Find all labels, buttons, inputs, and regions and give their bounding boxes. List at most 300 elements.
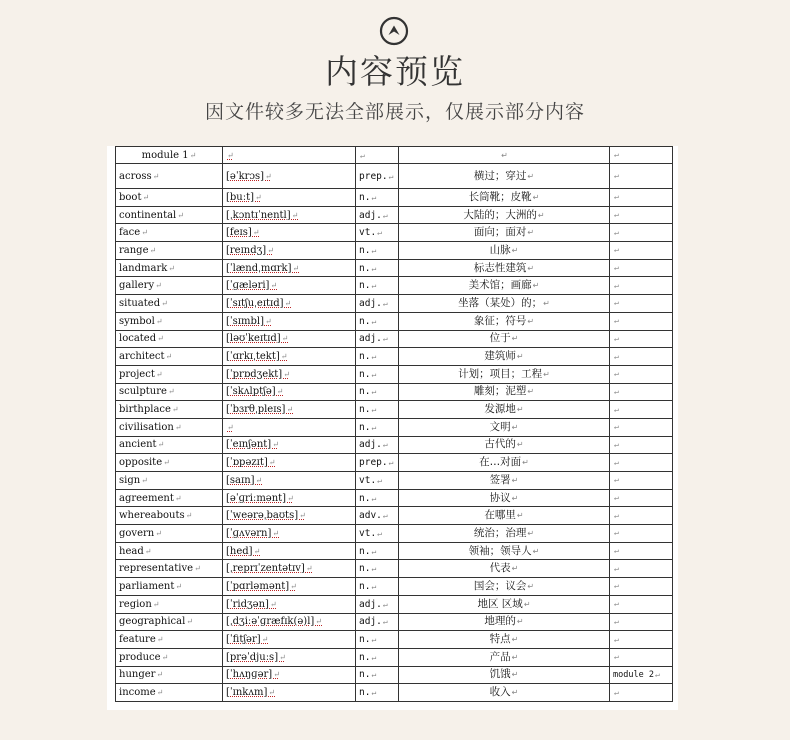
paragraph-mark: ↵ <box>614 369 619 379</box>
meaning-cell <box>399 631 610 649</box>
table-row <box>116 613 673 631</box>
meaning-cell <box>399 418 610 436</box>
paragraph-mark: ↵ <box>261 635 269 645</box>
meaning-cell-text: 地区 区域 <box>477 597 523 610</box>
paragraph-mark: ↵ <box>382 298 388 308</box>
word-cell-text: representative <box>119 563 194 575</box>
pos-cell <box>356 489 399 507</box>
pos-cell-text: adj. <box>359 598 382 610</box>
paragraph-mark: ↵ <box>532 281 540 291</box>
paragraph-mark: ↵ <box>527 387 535 397</box>
meaning-cell-text: 特点 <box>489 633 511 646</box>
meaning-cell <box>399 295 610 313</box>
note-cell <box>610 206 673 224</box>
note-cell <box>610 348 673 366</box>
word-cell-text: gallery <box>119 280 155 292</box>
pos-cell <box>356 648 399 666</box>
paragraph-mark: ↵ <box>382 440 388 450</box>
phonetic-cell <box>223 312 356 330</box>
word-cell-text: whereabouts <box>119 510 185 522</box>
paragraph-mark: ↵ <box>614 316 619 326</box>
paragraph-mark: ↵ <box>253 546 261 556</box>
meaning-cell-text: 收入 <box>489 686 511 699</box>
paragraph-mark: ↵ <box>614 298 619 308</box>
pos-cell-text: adj. <box>359 209 382 221</box>
pos-cell-text: n. <box>359 386 371 398</box>
word-cell-text: govern <box>119 527 155 539</box>
word-cell <box>116 454 223 472</box>
note-cell <box>610 189 673 207</box>
phonetic-cell <box>223 595 356 613</box>
meaning-cell-text: 代表 <box>489 562 511 575</box>
pos-cell <box>356 631 399 649</box>
paragraph-mark: ↵ <box>516 352 524 362</box>
phonetic-cell-text: [ˌreprɪˈzentətɪv] <box>226 563 305 575</box>
word-cell <box>116 365 223 383</box>
meaning-cell-text: 古代的 <box>484 438 516 451</box>
paragraph-mark: ↵ <box>614 634 619 644</box>
paragraph-mark: ↵ <box>382 617 388 627</box>
paragraph-mark: ↵ <box>267 245 274 255</box>
meaning-cell <box>399 507 610 525</box>
pos-cell <box>356 542 399 560</box>
phonetic-cell <box>223 418 356 436</box>
pos-cell <box>356 277 399 295</box>
pos-cell-text: n. <box>359 244 371 256</box>
meaning-cell-text: 领袖；领导人 <box>468 544 532 557</box>
table-row <box>116 206 673 224</box>
pos-cell-text: n. <box>359 580 371 592</box>
header-cell-text: module 1 <box>141 149 189 161</box>
pos-cell <box>356 595 399 613</box>
phonetic-cell <box>223 383 356 401</box>
table-row <box>116 365 673 383</box>
word-cell <box>116 560 223 578</box>
word-cell <box>116 507 223 525</box>
note-cell <box>610 418 673 436</box>
table-row <box>116 578 673 596</box>
paragraph-mark: ↵ <box>186 617 193 627</box>
pos-cell <box>356 259 399 277</box>
word-cell-text: project <box>119 368 155 380</box>
table-row <box>116 542 673 560</box>
phonetic-cell <box>223 224 356 242</box>
word-cell-text: across <box>119 170 152 182</box>
phonetic-cell-text: [ˈprɒdʒekt] <box>226 368 283 380</box>
paragraph-mark: ↵ <box>280 352 288 362</box>
paragraph-mark: ↵ <box>283 369 290 379</box>
table-row <box>116 312 673 330</box>
paragraph-mark: ↵ <box>315 617 322 627</box>
paragraph-mark: ↵ <box>284 298 292 308</box>
meaning-cell <box>399 383 610 401</box>
pos-cell <box>356 401 399 419</box>
note-cell <box>610 595 673 613</box>
pos-cell-text: adv. <box>359 510 382 522</box>
phonetic-cell <box>223 578 356 596</box>
pos-cell-text: n. <box>359 315 371 327</box>
word-cell <box>116 383 223 401</box>
header-cell <box>116 147 223 164</box>
word-cell <box>116 542 223 560</box>
table-row <box>116 277 673 295</box>
table-row <box>116 507 673 525</box>
pos-cell <box>356 295 399 313</box>
paragraph-mark: ↵ <box>614 475 619 485</box>
table-row <box>116 224 673 242</box>
paragraph-mark: ↵ <box>516 511 524 521</box>
header-cell <box>610 147 673 164</box>
meaning-cell-text: 建筑师 <box>484 350 516 363</box>
pos-cell <box>356 383 399 401</box>
paragraph-mark: ↵ <box>511 334 519 344</box>
table-row <box>116 684 673 702</box>
word-cell <box>116 224 223 242</box>
meaning-cell-text: 文明 <box>489 420 511 433</box>
paragraph-mark: ↵ <box>286 405 294 415</box>
phonetic-cell <box>223 164 356 189</box>
paragraph-mark: ↵ <box>614 599 619 609</box>
meaning-cell <box>399 525 610 543</box>
pos-cell <box>356 365 399 383</box>
paragraph-mark: ↵ <box>163 458 170 468</box>
note-cell-text: module 2 <box>613 669 654 680</box>
pos-cell-text: adj. <box>359 439 382 451</box>
pos-cell <box>356 224 399 242</box>
paragraph-mark: ↵ <box>377 228 382 238</box>
phonetic-cell-text: [ˈweərəˌbaʊts] <box>226 510 299 522</box>
meaning-cell <box>399 560 610 578</box>
paragraph-mark: ↵ <box>614 422 619 432</box>
phonetic-cell-text: [ˈɑrkɪˌtekt] <box>226 351 280 363</box>
paragraph-mark: ↵ <box>511 422 519 432</box>
paragraph-mark: ↵ <box>527 171 535 181</box>
paragraph-mark: ↵ <box>272 440 279 450</box>
paragraph-mark: ↵ <box>654 669 660 679</box>
page-title: 内容预览 <box>325 52 465 91</box>
paragraph-mark: ↵ <box>371 581 377 591</box>
phonetic-cell <box>223 684 356 702</box>
pos-cell <box>356 560 399 578</box>
phonetic-cell <box>223 507 356 525</box>
word-cell <box>116 418 223 436</box>
word-cell-text: agreement <box>119 492 174 504</box>
paragraph-mark: ↵ <box>527 263 535 273</box>
paragraph-mark: ↵ <box>614 192 619 202</box>
word-cell-text: civilisation <box>119 421 174 433</box>
paragraph-mark: ↵ <box>371 546 377 556</box>
note-cell <box>610 401 673 419</box>
table-row <box>116 295 673 313</box>
paragraph-mark: ↵ <box>543 298 550 308</box>
meaning-cell-text: 位于 <box>489 332 511 345</box>
paragraph-mark: ↵ <box>371 670 377 680</box>
pos-cell <box>356 578 399 596</box>
paragraph-mark: ↵ <box>614 210 619 220</box>
note-cell <box>610 295 673 313</box>
word-cell <box>116 666 223 684</box>
paragraph-mark: ↵ <box>305 564 313 574</box>
paragraph-mark: ↵ <box>371 564 377 574</box>
word-cell-text: symbol <box>119 315 155 327</box>
meaning-cell-text: 协议 <box>489 491 511 504</box>
phonetic-cell <box>223 525 356 543</box>
phonetic-cell-text: [ˌdʒiːəˈɡræfɪk(ə)l] <box>226 616 315 628</box>
meaning-cell-text: 坐落（某处）的； <box>458 296 543 309</box>
word-cell-text: geographical <box>119 616 186 628</box>
word-cell-text: parliament <box>119 580 175 592</box>
word-cell-text: boot <box>119 191 142 203</box>
word-cell <box>116 436 223 454</box>
word-cell <box>116 164 223 189</box>
paragraph-mark: ↵ <box>371 352 377 362</box>
pos-cell-text: adj. <box>359 297 382 309</box>
paragraph-mark: ↵ <box>614 616 619 626</box>
word-cell-text: hunger <box>119 669 156 681</box>
paragraph-mark: ↵ <box>614 457 619 467</box>
paragraph-mark: ↵ <box>291 210 299 220</box>
note-cell <box>610 542 673 560</box>
table-row <box>116 648 673 666</box>
paragraph-mark: ↵ <box>388 458 394 468</box>
note-cell <box>610 365 673 383</box>
note-cell <box>610 224 673 242</box>
word-cell-text: region <box>119 598 152 610</box>
paragraph-mark: ↵ <box>185 511 193 521</box>
paragraph-mark: ↵ <box>377 475 382 485</box>
table-row <box>116 454 673 472</box>
meaning-cell-text: 山脉 <box>489 243 511 256</box>
meaning-cell <box>399 259 610 277</box>
phonetic-cell-text: [ˈpɑrləmənt] <box>226 580 290 592</box>
note-cell <box>610 648 673 666</box>
paragraph-mark: ↵ <box>511 493 519 503</box>
paragraph-mark: ↵ <box>523 599 531 609</box>
meaning-cell <box>399 666 610 684</box>
paragraph-mark: ↵ <box>614 280 619 290</box>
phonetic-cell <box>223 613 356 631</box>
paragraph-mark: ↵ <box>255 192 262 202</box>
paragraph-mark: ↵ <box>371 263 377 273</box>
phonetic-cell <box>223 666 356 684</box>
paragraph-mark: ↵ <box>227 422 234 432</box>
meaning-cell-text: 在…对面 <box>479 456 522 469</box>
paragraph-mark: ↵ <box>614 563 619 573</box>
paragraph-mark: ↵ <box>532 546 540 556</box>
header-cell <box>399 147 610 164</box>
paragraph-mark: ↵ <box>371 245 377 255</box>
page-subtitle: 因文件较多无法全部展示，仅展示部分内容 <box>204 101 585 123</box>
pos-cell-text: n. <box>359 563 371 575</box>
word-cell <box>116 259 223 277</box>
paragraph-mark: ↵ <box>614 404 619 414</box>
phonetic-cell <box>223 454 356 472</box>
meaning-cell <box>399 436 610 454</box>
pos-cell-text: n. <box>359 669 371 681</box>
phonetic-cell <box>223 401 356 419</box>
table-row <box>116 418 673 436</box>
paragraph-mark: ↵ <box>614 386 619 396</box>
phonetic-cell-text: [prəˈdjuːs] <box>226 651 279 663</box>
meaning-cell <box>399 330 610 348</box>
word-cell-text: landmark <box>119 262 168 274</box>
paragraph-mark: ↵ <box>273 670 280 680</box>
paragraph-mark: ↵ <box>252 228 260 238</box>
paragraph-mark: ↵ <box>511 564 519 574</box>
word-cell <box>116 330 223 348</box>
paragraph-mark: ↵ <box>537 210 545 220</box>
paragraph-mark: ↵ <box>168 263 175 273</box>
paragraph-mark: ↵ <box>614 351 619 361</box>
note-cell <box>610 631 673 649</box>
paragraph-mark: ↵ <box>268 458 276 468</box>
meaning-cell-text: 面向；面对 <box>473 226 527 239</box>
meaning-cell-text: 饥饿 <box>489 668 511 681</box>
meaning-cell-text: 国会；议会 <box>473 579 527 592</box>
meaning-cell-text: 在哪里 <box>484 509 516 522</box>
pos-cell <box>356 189 399 207</box>
paragraph-mark: ↵ <box>382 511 388 521</box>
paragraph-mark: ↵ <box>189 150 197 160</box>
paragraph-mark: ↵ <box>371 422 377 432</box>
table-row <box>116 330 673 348</box>
paragraph-mark: ↵ <box>614 263 619 273</box>
table-row <box>116 401 673 419</box>
phonetic-cell <box>223 648 356 666</box>
table-row <box>116 489 673 507</box>
meaning-cell <box>399 277 610 295</box>
pos-cell-text: n. <box>359 687 371 699</box>
word-cell-text: face <box>119 227 141 239</box>
pos-cell <box>356 206 399 224</box>
phonetic-cell-text: [ˈsɪmbl] <box>226 315 264 327</box>
pos-cell-text: n. <box>359 634 371 646</box>
paragraph-mark: ↵ <box>157 334 164 344</box>
pos-cell-text: vt. <box>359 527 377 539</box>
phonetic-cell-text: [ˈɡʌvərn] <box>226 527 272 539</box>
note-cell <box>610 454 673 472</box>
word-cell <box>116 242 223 260</box>
word-cell <box>116 348 223 366</box>
meaning-cell <box>399 595 610 613</box>
phonetic-cell-text: [ˈhʌŋɡər] <box>226 669 273 681</box>
word-cell <box>116 595 223 613</box>
phonetic-cell-text: [ləʊˈkeɪtɪd] <box>226 333 281 345</box>
meaning-cell <box>399 489 610 507</box>
pos-cell-text: adj. <box>359 616 382 628</box>
meaning-cell <box>399 365 610 383</box>
phonetic-cell <box>223 189 356 207</box>
phonetic-cell-text: [ˈsɪtʃuˌeɪtɪd] <box>226 297 284 309</box>
pos-cell <box>356 164 399 189</box>
pos-cell-text: n. <box>359 368 371 380</box>
word-cell <box>116 613 223 631</box>
paragraph-mark: ↵ <box>614 528 619 538</box>
phonetic-cell <box>223 330 356 348</box>
paragraph-mark: ↵ <box>614 171 619 180</box>
paragraph-mark: ↵ <box>279 652 286 662</box>
phonetic-cell-text: [ˈbɜrθˌpleɪs] <box>226 404 286 416</box>
pos-cell-text: prep. <box>359 170 388 182</box>
paragraph-mark: ↵ <box>142 192 150 202</box>
meaning-cell <box>399 454 610 472</box>
paragraph-mark: ↵ <box>290 581 297 591</box>
paragraph-mark: ↵ <box>388 171 394 181</box>
table-row <box>116 164 673 189</box>
phonetic-cell-text: [hed] <box>226 545 253 557</box>
meaning-cell <box>399 684 610 702</box>
word-cell-text: opposite <box>119 457 163 469</box>
paragraph-mark: ↵ <box>227 150 234 160</box>
pos-cell-text: n. <box>359 404 371 416</box>
pos-cell-text: n. <box>359 280 371 292</box>
paragraph-mark: ↵ <box>377 528 382 538</box>
phonetic-cell <box>223 489 356 507</box>
phonetic-cell <box>223 365 356 383</box>
phonetic-cell <box>223 242 356 260</box>
pos-cell-text: n. <box>359 191 371 203</box>
phonetic-cell <box>223 472 356 490</box>
paragraph-mark: ↵ <box>152 599 160 609</box>
note-cell <box>610 277 673 295</box>
paragraph-mark: ↵ <box>371 281 377 291</box>
pos-cell <box>356 418 399 436</box>
paragraph-mark: ↵ <box>511 688 519 698</box>
paragraph-mark: ↵ <box>516 617 524 627</box>
meaning-cell <box>399 472 610 490</box>
note-cell <box>610 436 673 454</box>
phonetic-cell <box>223 436 356 454</box>
paragraph-mark: ↵ <box>265 171 272 181</box>
table-row <box>116 348 673 366</box>
table-row <box>116 631 673 649</box>
meaning-cell-text: 产品 <box>489 650 511 663</box>
paragraph-mark: ↵ <box>614 245 619 255</box>
meaning-cell <box>399 401 610 419</box>
paragraph-mark: ↵ <box>501 150 508 160</box>
word-cell <box>116 206 223 224</box>
word-cell-text: head <box>119 545 144 557</box>
meaning-cell-text: 大陆的；大洲的 <box>463 208 537 221</box>
word-cell <box>116 189 223 207</box>
phonetic-cell <box>223 259 356 277</box>
meaning-cell-text: 签署 <box>489 473 511 486</box>
phonetic-cell <box>223 560 356 578</box>
note-cell <box>610 684 673 702</box>
meaning-cell <box>399 312 610 330</box>
paragraph-mark: ↵ <box>272 528 280 538</box>
paragraph-mark: ↵ <box>141 228 148 238</box>
pos-cell <box>356 525 399 543</box>
paragraph-mark: ↵ <box>371 369 377 379</box>
meaning-cell-text: 长筒靴；皮靴 <box>468 190 532 203</box>
paragraph-mark: ↵ <box>156 635 164 645</box>
paragraph-mark: ↵ <box>532 192 540 202</box>
pos-cell-text: n. <box>359 651 371 663</box>
paragraph-mark: ↵ <box>175 581 183 591</box>
paragraph-mark: ↵ <box>165 352 173 362</box>
paragraph-mark: ↵ <box>194 564 201 574</box>
paragraph-mark: ↵ <box>161 298 168 308</box>
word-cell <box>116 401 223 419</box>
paragraph-mark: ↵ <box>371 316 377 326</box>
paragraph-mark: ↵ <box>522 458 529 468</box>
table-row <box>116 560 673 578</box>
meaning-cell-text: 美术馆；画廊 <box>468 279 532 292</box>
paragraph-mark: ↵ <box>292 263 300 273</box>
word-cell <box>116 684 223 702</box>
paragraph-mark: ↵ <box>156 670 164 680</box>
